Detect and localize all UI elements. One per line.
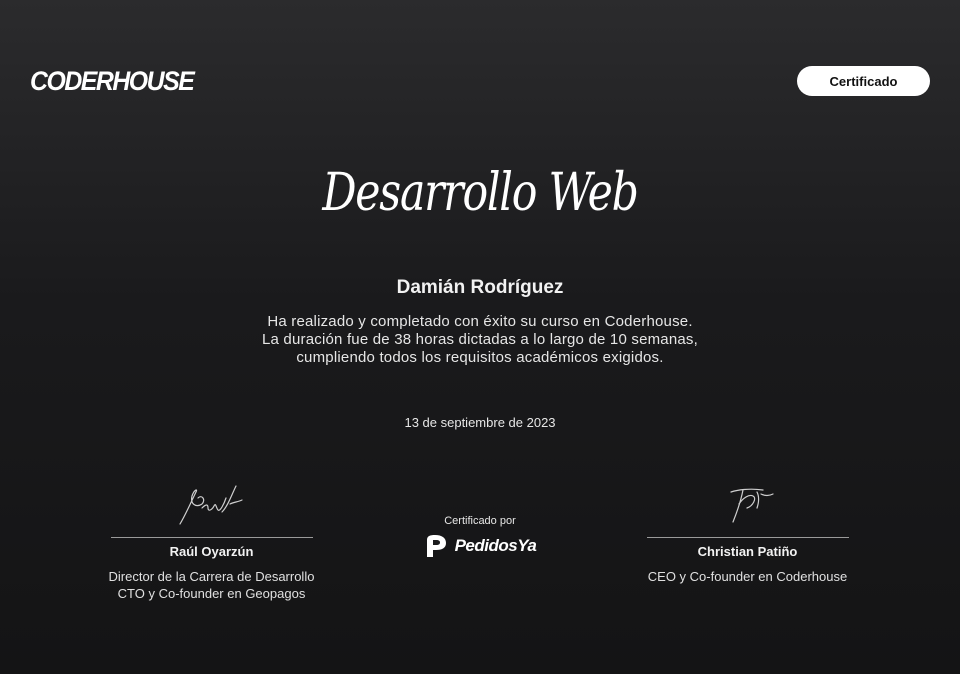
signer-left [80,478,343,602]
sponsor-name: PedidosYa [454,536,537,555]
signer-name: Raúl Oyarzún [169,544,254,559]
issue-date: 13 de septiembre de 2023 [404,415,556,430]
certificate-badge: Certificado [797,66,930,96]
signature-line [647,537,849,538]
sponsor-label: Certificado por [444,515,516,527]
sponsor-block [380,515,580,558]
signer-name: Christian Patiño [697,544,798,559]
signer-role [616,568,879,585]
sponsor-logo [380,534,580,558]
signer-role-line: CEO y Co-founder en Coderhouse [647,569,848,584]
signature-line [111,537,313,538]
description-line: cumpliendo todos los requisitos académicos exigidos. [296,349,664,366]
signer-role-line: Director de la Carrera de Desarrollo [108,569,315,584]
signer-role-line: CTO y Co-founder en Geopagos [117,586,306,601]
signer-right [616,478,879,585]
coderhouse-logo: CODERHOUSE [30,66,194,96]
signature-icon [713,478,783,536]
pedidosya-logo-icon [424,534,450,558]
certificate-description [0,313,960,367]
recipient-name: Damián Rodríguez [396,277,564,298]
signer-role [80,568,343,602]
signature-icon [172,478,252,536]
description-line: La duración fue de 38 horas dictadas a lo largo de 10 semanas, [261,331,699,348]
description-line: Ha realizado y completado con éxito su curso en Coderhouse. [267,313,693,330]
course-title: Desarrollo Web [322,163,638,223]
